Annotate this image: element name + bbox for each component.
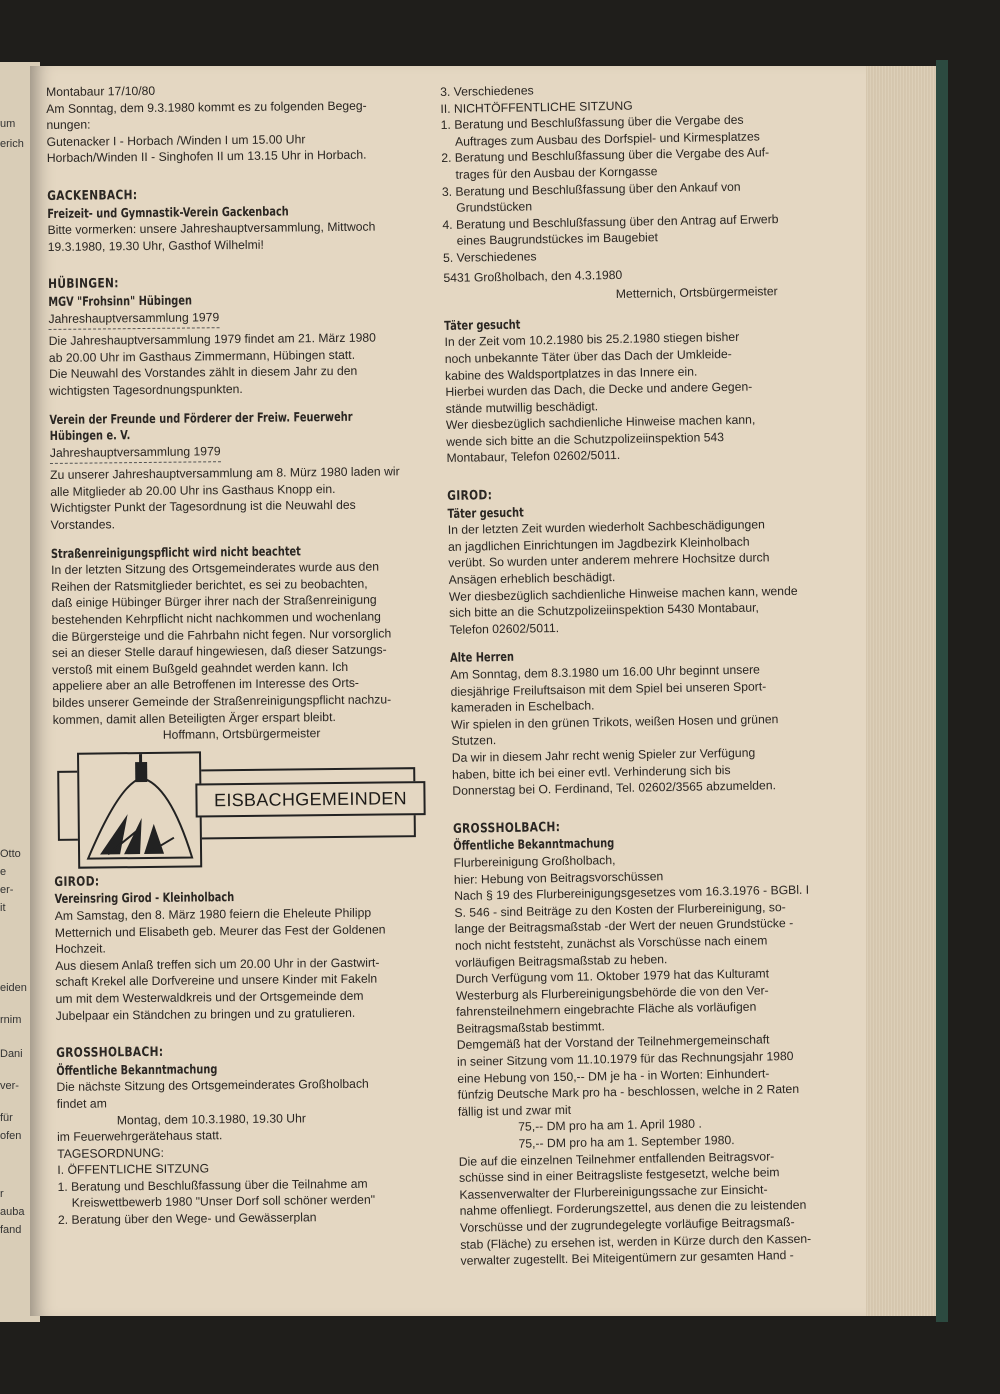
text-line: schüsse sind in einer Beitragsliste festgesetzt, welche beim bbox=[458, 1165, 780, 1186]
section-subtitle: Öffentliche Bekanntmachung bbox=[453, 835, 615, 854]
text-line: Metternich und Elisabeth geb. Meurer das Fest der Goldenen bbox=[54, 922, 386, 940]
text-line: Die nächste Sitzung des Ortsgemeinderates Großholbach bbox=[56, 1076, 369, 1095]
text-line: bildes unserer Gemeinde der Straßenreinigungspflicht nachzu- bbox=[52, 692, 392, 710]
text-line: haben, bitte ich bei einer evtl. Verhinderung sich bis bbox=[451, 762, 731, 782]
section-subtitle: Täter gesucht bbox=[444, 316, 521, 333]
agenda-item: 3. Verschiedenes bbox=[440, 83, 534, 99]
text-line: bestehenden Kehrpflicht nicht nachkommen und wochenlang bbox=[51, 609, 381, 628]
text-line: kabine des Waldsportplatzes in das Innere ein. bbox=[444, 364, 698, 383]
intro-line: nungen: bbox=[46, 117, 91, 133]
text-line: hier: Hebung von Beitragsvorschüssen bbox=[453, 868, 664, 887]
margin-fragment: r bbox=[0, 1188, 4, 1200]
text-line: verübt. So wurden unter anderem mehrere Hochsitze durch bbox=[448, 550, 770, 571]
agenda-item: 2. Beratung über den Wege- und Gewässerplan bbox=[57, 1210, 317, 1227]
margin-fragment: Otto bbox=[0, 848, 21, 860]
text-line: Vorschüsse und der zugrundegelegte vorläufige Beitragsmaß- bbox=[459, 1214, 795, 1235]
text-line: sich bitte an die Schutzpolizeiinspektion 5430 Montabaur, bbox=[449, 600, 759, 621]
text-line: findet am bbox=[56, 1096, 107, 1111]
text-line: ab 20.00 Uhr im Gasthaus Zimmermann, Hübingen statt. bbox=[48, 347, 356, 365]
text-line: kameraden in Eschelbach. bbox=[450, 698, 595, 716]
right-column bbox=[440, 77, 855, 1269]
intro-line: Horbach/Winden II - Singhofen II um 13.15 Uhr in Horbach. bbox=[46, 148, 367, 166]
text-line: alle Mitglieder ab 20.00 Uhr ins Gasthaus Knopp ein. bbox=[50, 481, 336, 499]
text-line: Wichtigster Punkt der Tagesordnung ist die Neuwahl des bbox=[50, 498, 356, 516]
text-line: nahme offenliegt. Forderungszettel, aus denen die zu leistenden bbox=[459, 1198, 807, 1219]
agenda-item: eines Baugrundstückes im Baugebiet bbox=[456, 230, 659, 249]
agenda-item: 2. Beratung und Beschlußfassung über die Vergabe des Auf- bbox=[441, 145, 770, 166]
text-line: Wer diesbezüglich sachdienliche Hinweise machen kann, wende bbox=[448, 583, 798, 604]
text-line: Wir spielen in den grünen Trikots, weißen Hosen und grünen bbox=[451, 711, 779, 732]
text-line: Durch Verfügung vom 11. Oktober 1979 hat das Kulturamt bbox=[455, 966, 770, 986]
section-subtitle: Freizeit- und Gymnastik-Verein Gackenbach bbox=[47, 203, 289, 221]
signature: Metternich, Ortsbürgermeister bbox=[615, 284, 778, 302]
agenda-heading: TAGESORDNUNG: bbox=[57, 1145, 165, 1161]
text-line: Die auf die einzelnen Teilnehmer entfallenden Beitragsvor- bbox=[458, 1148, 775, 1169]
eisbach-logo bbox=[57, 749, 442, 869]
text-line: eine Hebung von 150,-- DM je ha - in Worten: Einhundert- bbox=[457, 1066, 770, 1086]
text-line: stab (Fläche) zu ersehen ist, werden in Kürze durch den Kassen- bbox=[460, 1231, 812, 1252]
text-line: wichtigsten Tagesordnungspunkten. bbox=[49, 381, 243, 398]
church-hill-icon bbox=[77, 751, 202, 868]
text-line: kommen, damit allen Beteiligten Ärger erspart bleibt. bbox=[52, 709, 336, 727]
text-line: verstoß mit einem Bußgeld geahndet werden kann. Ich bbox=[52, 659, 349, 677]
logo-title: EISBACHGEMEINDEN bbox=[195, 781, 425, 817]
text-line: Die Jahreshauptversammlung 1979 findet am 21. März 1980 bbox=[48, 330, 376, 349]
text-line: fällig ist und zwar mit bbox=[457, 1102, 572, 1119]
text-line: Vorstandes. bbox=[50, 517, 116, 533]
text-line: verwalter zugestellt. Bei Miteigentümern zur gesamten Hand - bbox=[460, 1248, 794, 1269]
section-title: GROSSHOLBACH: bbox=[452, 819, 561, 837]
left-column bbox=[46, 80, 446, 1229]
text-line: wende sich bitte an die Schutzpolizeiinspektion 543 bbox=[446, 429, 725, 449]
text-line: appeliere aber an alle Betroffenen im Interesse des Orts- bbox=[52, 676, 360, 694]
meeting-date: Montag, dem 10.3.1980, 19.30 Uhr bbox=[116, 1110, 306, 1127]
intro-line: Am Sonntag, dem 9.3.1980 kommt es zu folgenden Begeg- bbox=[46, 98, 367, 116]
text-line: in seiner Sitzung vom 11.10.1979 für das Rechnungsjahr 1980 bbox=[456, 1049, 794, 1069]
text-line: Westerburg als Flurbereinigungsbehörde die von den Ver- bbox=[455, 983, 769, 1003]
section-subtitle: Alte Herren bbox=[449, 649, 515, 666]
text-line: diesjährige Freiluftsaison mit dem Spiel bei unseren Sport- bbox=[450, 678, 767, 699]
text-line: Am Sonntag, dem 8.3.1980 um 16.00 Uhr beginnt unsere bbox=[450, 662, 761, 682]
text-line: Donnerstag bei O. Ferdinand, Tel. 02602/3565 abzumelden. bbox=[452, 778, 777, 799]
text-line: In der letzten Sitzung des Ortsgemeinderates wurde aus den bbox=[51, 559, 380, 578]
section-title: HÜBINGEN: bbox=[48, 276, 119, 293]
agenda-item: 1. Beratung und Beschlußfassung über die Vergabe des bbox=[440, 112, 744, 133]
section-subtitle: Verein der Freunde und Förderer der Freiw. Feuerwehr bbox=[49, 408, 353, 427]
text-line: Montabaur, Telefon 02602/5011. bbox=[446, 448, 621, 466]
margin-fragment: eiden bbox=[0, 982, 27, 994]
margin-fragment: it bbox=[0, 902, 6, 914]
margin-fragment: auba bbox=[0, 1206, 25, 1218]
text-line: Flurbereinigung Großholbach, bbox=[453, 852, 616, 870]
text-line: stände mutwillig beschädigt. bbox=[445, 398, 599, 416]
text-line: lange der Beitragsmaßstab -der Wert der neuen Grundstücke - bbox=[454, 916, 794, 937]
text-line: die Bürgersteige und die Fahrbahn nicht fegen. Nur vorsorglich bbox=[51, 626, 392, 644]
section-heading: Jahreshauptversammlung 1979 bbox=[50, 443, 221, 464]
text-line: noch nicht feststeht, zunächst als Vorschüsse nach einem bbox=[454, 933, 768, 953]
section-heading: Jahreshauptversammlung 1979 bbox=[48, 309, 219, 330]
section-subtitle: Öffentliche Bekanntmachung bbox=[56, 1060, 218, 1078]
agenda-item: Kreiswettbewerb 1980 "Unser Dorf soll schöner werden" bbox=[71, 1193, 376, 1211]
agenda-item: 1. Beratung und Beschlußfassung über die Teilnahme am bbox=[57, 1176, 368, 1194]
agenda-item: Grundstücken bbox=[456, 199, 533, 215]
text-line: In der Zeit vom 10.2.1980 bis 25.2.1980 stiegen bisher bbox=[444, 330, 740, 350]
agenda-item: II. NICHTÖFFENTLICHE SITZUNG bbox=[440, 98, 633, 116]
text-line: In der letzten Zeit wurden wiederholt Sachbeschädigungen bbox=[447, 517, 765, 538]
text-line: noch unbekannte Täter über das Dach der Umkleide- bbox=[444, 346, 732, 366]
text-line: Jubelpaar ein Ständchen zu bringen und zu gratulieren. bbox=[55, 1005, 356, 1023]
intro-line: Gutenacker I - Horbach /Winden I um 15.00 Uhr bbox=[46, 132, 306, 149]
text-line: vorläufigen Beitragsmaßstab zu heben. bbox=[455, 951, 668, 970]
signature: Hoffmann, Ortsbürgermeister bbox=[162, 726, 321, 742]
agenda-public: I. ÖFFENTLICHE SITZUNG bbox=[57, 1161, 210, 1178]
text-line: um mit dem Westerwaldkreis und der Ortsgemeinde dem bbox=[55, 988, 364, 1006]
margin-fragment: für bbox=[0, 1112, 13, 1124]
agenda-item: 3. Beratung und Beschlußfassung über den Ankauf von bbox=[441, 179, 741, 199]
text-line: Zu unserer Jahreshauptversammlung am 8. Mürz 1980 laden wir bbox=[50, 464, 400, 483]
agenda-item: Auftrages zum Ausbau des Dorfspiel- und Kirmesplatzes bbox=[454, 129, 760, 149]
text-line: Demgemäß hat der Vorstand der Teilnehmergemeinschaft bbox=[456, 1032, 770, 1053]
text-line: Hierbei wurden das Dach, die Decke und andere Gegen- bbox=[445, 379, 753, 400]
book-cover-edge bbox=[936, 60, 948, 1322]
margin-fragment: Dani bbox=[0, 1048, 23, 1060]
text-line: S. 546 - sind Beiträge zu den Kosten der Flurbereinigung, so- bbox=[454, 899, 786, 920]
section-title: GIROD: bbox=[54, 874, 100, 890]
margin-fragment: er- bbox=[0, 884, 14, 896]
margin-fragment: ofen bbox=[0, 1130, 22, 1142]
text-line: schaft Krekel alle Dorfvereine und unsere Kinder mit Fakeln bbox=[55, 971, 378, 990]
text-line: Stutzen. bbox=[451, 733, 497, 749]
text-line: 19.3.1980, 19.30 Uhr, Gasthof Wilhelmi! bbox=[47, 237, 264, 254]
section-title: GROSSHOLBACH: bbox=[56, 1044, 164, 1062]
text-line: Kassenverwalter der Flurbereinigungssache zur Einsicht- bbox=[459, 1182, 768, 1202]
section-subtitle: Straßenreinigungspflicht wird nicht beachtet bbox=[50, 543, 301, 561]
section-subtitle: Vereinsring Girod - Kleinholbach bbox=[54, 889, 235, 907]
text-line: fahrensteilnehmern eingebrachte Fläche als vorläufigen bbox=[456, 999, 757, 1020]
text-line: Wer diesbezüglich sachdienliche Hinweise machen kann, bbox=[445, 412, 756, 433]
agenda-date: 5431 Großholbach, den 4.3.1980 bbox=[443, 267, 623, 285]
margin-fragment: um bbox=[0, 118, 16, 130]
text-line: Die Neuwahl des Vorstandes zählt in diesem Jahr zu den bbox=[48, 364, 358, 382]
text-line: Bitte vormerken: unsere Jahreshauptversammlung, Mittwoch bbox=[47, 219, 376, 238]
margin-fragment: rnim bbox=[0, 1014, 22, 1026]
text-line: daß einige Hübinger Bürger ihrer nach der Straßenreinigung bbox=[51, 593, 377, 611]
section-subtitle: MGV "Frohsinn" Hübingen bbox=[48, 292, 193, 309]
margin-fragment: fand bbox=[0, 1224, 22, 1236]
agenda-item: 4. Beratung und Beschlußfassung über den Antrag auf Erwerb bbox=[442, 211, 779, 232]
text-line: Nach § 19 des Flurbereinigungsgesetzes vom 16.3.1976 - BGBl. I bbox=[454, 882, 810, 904]
margin-fragment: e bbox=[0, 866, 7, 878]
text-line: Telefon 02602/5011. bbox=[449, 620, 560, 637]
text-line: sei an dieser Stelle darauf hingewiesen, daß dieser Satzungs- bbox=[51, 642, 387, 661]
text-line: Da wir in diesem Jahr recht wenig Spieler zur Verfügung bbox=[451, 745, 756, 765]
section-subtitle: Täter gesucht bbox=[447, 504, 524, 521]
page-header: Montabaur 17/10/80 bbox=[46, 83, 156, 99]
section-title: GACKENBACH: bbox=[47, 188, 138, 204]
text-line: Am Samstag, den 8. März 1980 feiern die Eheleute Philipp bbox=[54, 905, 372, 923]
page-stack-edge bbox=[866, 66, 936, 1316]
section-subtitle: Hübingen e. V. bbox=[49, 427, 131, 444]
rate-line: 75,-- DM pro ha am 1. September 1980. bbox=[518, 1133, 735, 1151]
text-line: Hochzeit. bbox=[54, 941, 106, 957]
margin-fragment: ver- bbox=[0, 1080, 19, 1092]
agenda-item: 5. Verschiedenes bbox=[442, 249, 537, 265]
text-line: fünfzig Deutsche Mark pro ha - beschlossen, welche in 2 Raten bbox=[457, 1082, 800, 1103]
text-line: an jagdlichen Einrichtungen im Jagdbezirk Kleinholbach bbox=[447, 534, 750, 554]
meeting-place: im Feuerwehrgerätehaus statt. bbox=[56, 1128, 223, 1145]
margin-fragment: erich bbox=[0, 138, 24, 150]
rate-line: 75,-- DM pro ha am 1. April 1980 . bbox=[518, 1117, 702, 1135]
text-line: Aus diesem Anlaß treffen sich um 20.00 Uhr in der Gastwirt- bbox=[55, 955, 380, 973]
text-line: Beitragsmaßstab bestimmt. bbox=[456, 1019, 605, 1036]
text-line: Ansägen erheblich beschädigt. bbox=[448, 570, 616, 587]
agenda-item: trages für den Ausbau der Korngasse bbox=[455, 164, 658, 182]
text-line: Reihen der Ratsmitglieder berichtet, es sei zu beobachten, bbox=[51, 576, 368, 594]
section-title: GIROD: bbox=[447, 488, 493, 504]
